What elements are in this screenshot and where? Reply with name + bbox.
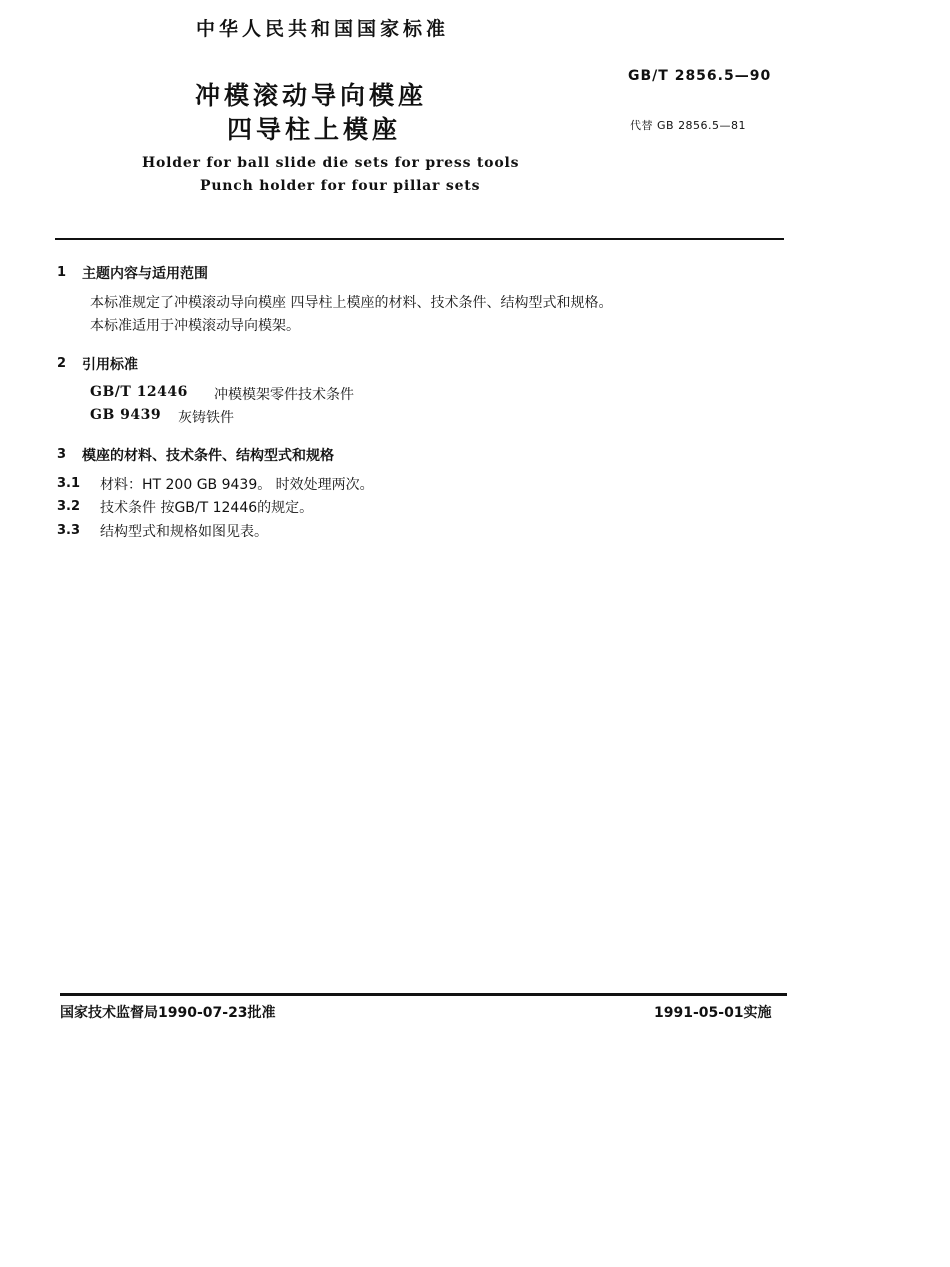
item-3-2-text: 技术条件 按GB/T 12446的规定。 <box>100 500 314 516</box>
english-title-line1: Holder for ball slide die sets for press tools <box>142 155 520 171</box>
reference-2-code: GB 9439 <box>90 407 162 423</box>
section-2-title: 引用标准 <box>82 357 138 373</box>
footer-divider <box>60 993 787 996</box>
section-3-title: 模座的材料、技术条件、结构型式和规格 <box>82 448 334 464</box>
item-3-2-number: 3.2 <box>57 499 81 514</box>
reference-1-code: GB/T 12446 <box>90 384 188 400</box>
item-3-3-number: 3.3 <box>57 523 81 538</box>
section-1-number: 1 <box>57 265 67 280</box>
document-title-line2: 四导柱上模座 <box>227 115 402 144</box>
item-3-1-number: 3.1 <box>57 476 81 491</box>
standard-number: GB/T 2856.5—90 <box>628 68 772 84</box>
effective-date: 1991-05-01实施 <box>654 1005 772 1021</box>
item-3-3-text: 结构型式和规格如图见表。 <box>100 524 268 540</box>
section-1-paragraph-1: 本标准规定了冲模滚动导向模座 四导柱上模座的材料、技术条件、结构型式和规格。 <box>90 295 613 311</box>
item-3-1-text: 材料：HT 200 GB 9439。 时效处理两次。 <box>100 477 374 493</box>
replaces-standard: 代替 GB 2856.5—81 <box>630 119 747 132</box>
reference-2-title: 灰铸铁件 <box>178 410 234 426</box>
reference-1-title: 冲模模架零件技术条件 <box>214 387 354 403</box>
section-1-paragraph-2: 本标准适用于冲模滚动导向模架。 <box>90 318 300 334</box>
approval-date: 国家技术监督局1990-07-23批准 <box>60 1005 276 1021</box>
document-title-line1: 冲模滚动导向模座 <box>195 81 428 110</box>
header-divider <box>55 238 784 240</box>
section-1-title: 主题内容与适用范围 <box>82 266 208 282</box>
national-standard-header: 中华人民共和国国家标准 <box>196 18 450 40</box>
section-3-number: 3 <box>57 447 67 462</box>
english-title-line2: Punch holder for four pillar sets <box>200 178 481 194</box>
section-2-number: 2 <box>57 356 67 371</box>
